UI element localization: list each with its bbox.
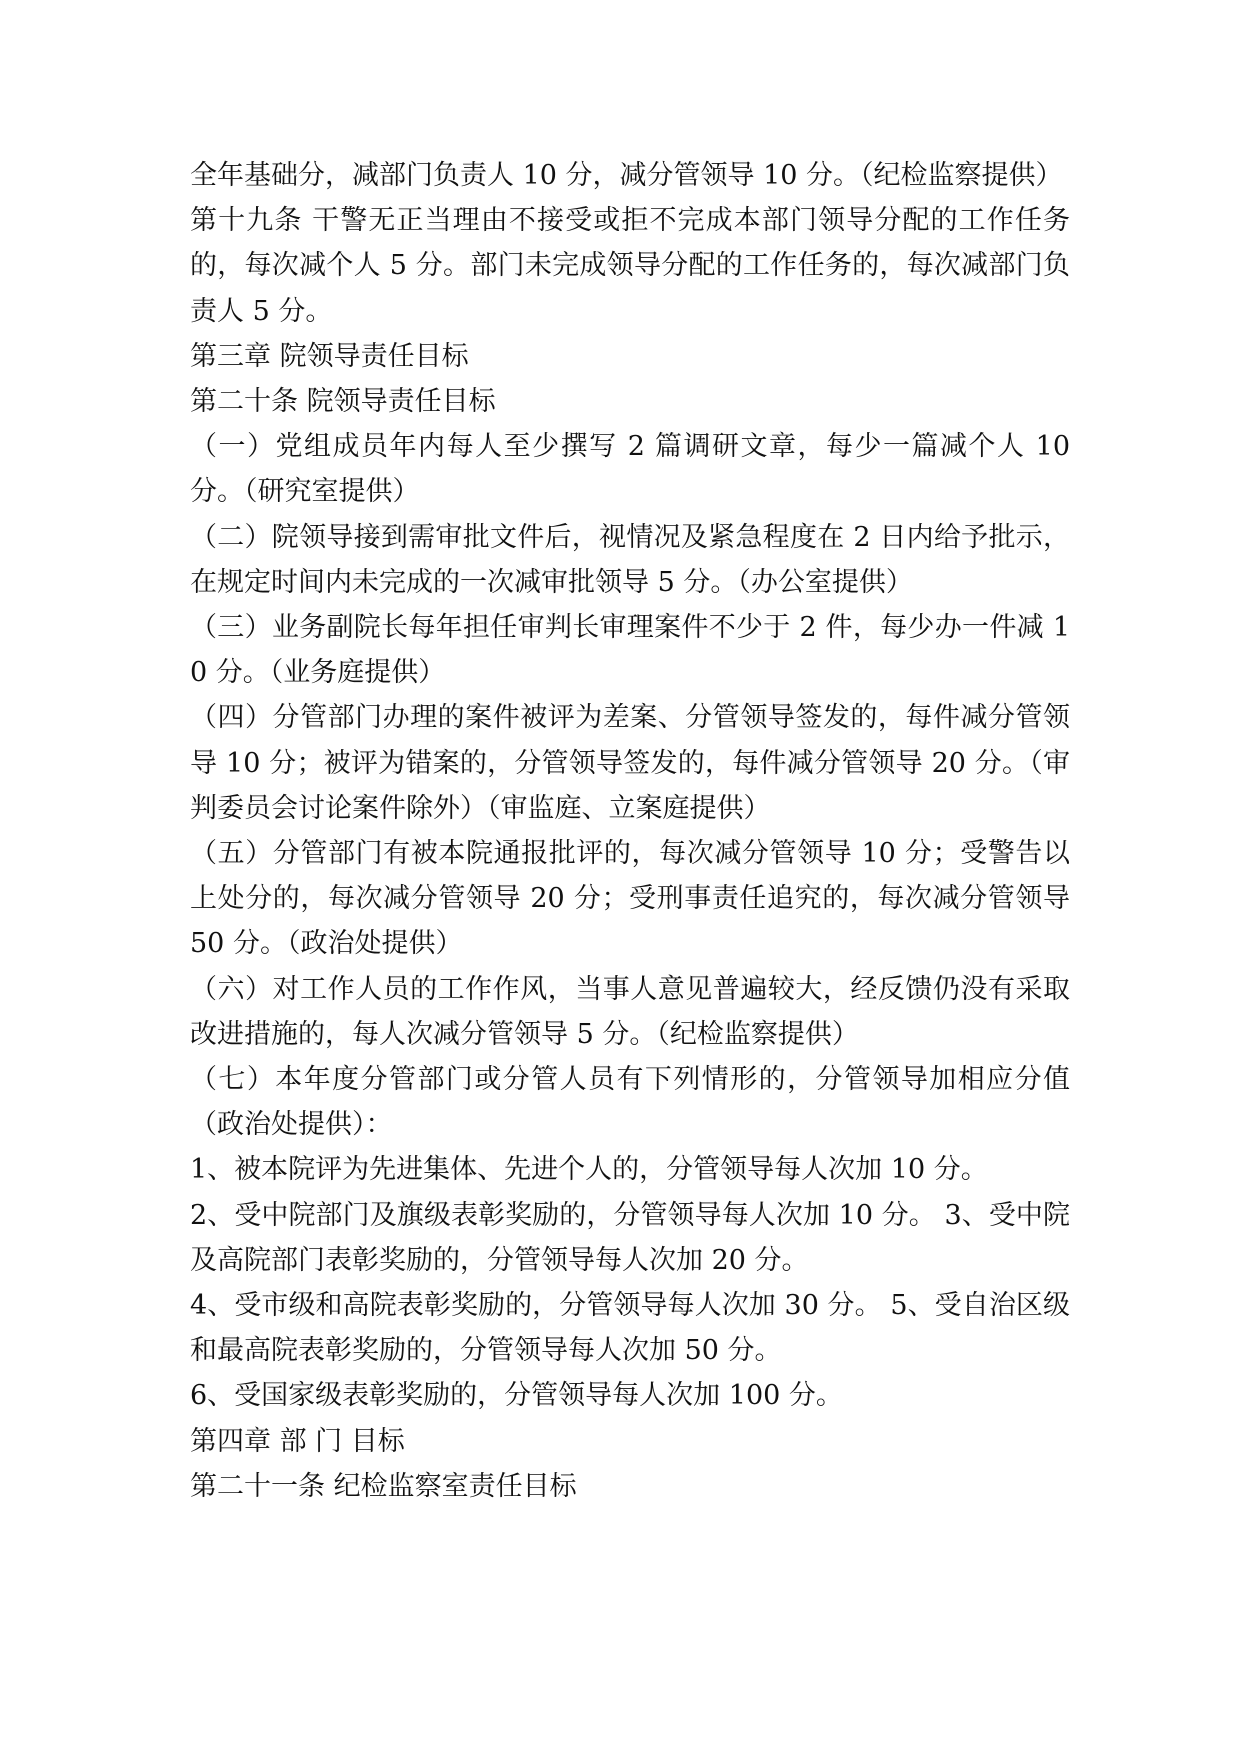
bonus-rule-1: 1、被本院评为先进集体、先进个人的，分管领导每人次加 10 分。 [190, 1154, 988, 1186]
document-body [190, 153, 1070, 1509]
bonus-rule-2-3: 2、受中院部门及旗级表彰奖励的，分管领导每人次加 10 分。 3、受中院及高院部门表彰奖励的，分管领导每人次加 20 分。 [190, 1199, 1070, 1276]
article-20-item-4: （四）分管部门办理的案件被评为差案、分管领导签发的，每件减分管领导 10 分；被评为错案的，分管领导签发的，每件减分管领导 20 分。（审判委员会讨论案件除外）（审监庭、立案庭提供） [190, 702, 1070, 824]
article-20-item-7: （七）本年度分管部门或分管人员有下列情形的，分管领导加相应分值（政治处提供）： [190, 1064, 1070, 1141]
chapter-3-heading: 第三章 院领导责任目标 [190, 340, 469, 372]
bonus-rule-4-5: 4、受市级和高院表彰奖励的，分管领导每人次加 30 分。 5、受自治区级和最高院表彰奖励的，分管领导每人次加 50 分。 [190, 1290, 1070, 1367]
article-21-heading: 第二十一条 纪检监察室责任目标 [190, 1470, 577, 1502]
bonus-rule-6: 6、受国家级表彰奖励的，分管领导每人次加 100 分。 [190, 1380, 843, 1412]
paragraph-continuation: 全年基础分，减部门负责人 10 分，减分管领导 10 分。（纪检监察提供） [190, 160, 1063, 191]
article-20-item-1: （一）党组成员年内每人至少撰写 2 篇调研文章，每少一篇减个人 10 分。（研究室提供） [190, 431, 1070, 508]
article-20-item-5: （五）分管部门有被本院通报批评的，每次减分管领导 10 分；受警告以上处分的，每次减分管领导 20 分；受刑事责任追究的，每次减分管领导 50 分。（政治处提供） [190, 838, 1070, 960]
chapter-4-heading: 第四章 部 门 目标 [190, 1425, 405, 1457]
article-20-heading: 第二十条 院领导责任目标 [190, 386, 496, 418]
article-20-item-6: （六）对工作人员的工作作风，当事人意见普遍较大，经反馈仍没有采取改进措施的，每人次减分管领导 5 分。（纪检监察提供） [190, 973, 1070, 1050]
article-19: 第十九条 干警无正当理由不接受或拒不完成本部门领导分配的工作任务的，每次减个人 5 分。部门未完成领导分配的工作任务的，每次减部门负责人 5 分。 [190, 205, 1070, 327]
article-20-item-3: （三）业务副院长每年担任审判长审理案件不少于 2 件，每少办一件减 10 分。（业务庭提供） [190, 612, 1070, 689]
article-20-item-2: （二）院领导接到需审批文件后，视情况及紧急程度在 2 日内给予批示，在规定时间内未完成的一次减审批领导 5 分。（办公室提供） [190, 521, 1070, 598]
